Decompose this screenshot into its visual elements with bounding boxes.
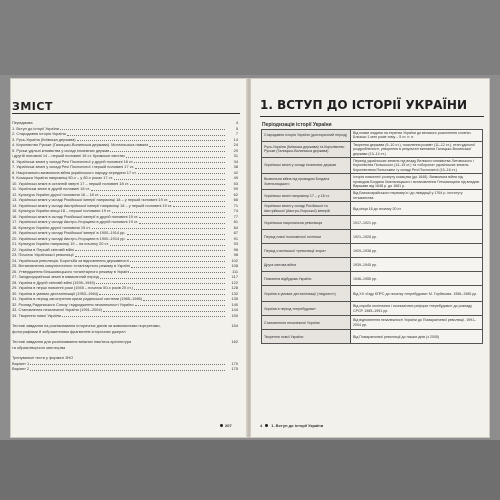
toc-entry-title: 8. Національно-визвольна війна українського народу середини 17 ст. [12, 169, 137, 175]
toc-entry-page: 96 [233, 246, 238, 252]
toc-entry-title: 6. Українські землі у складі Речі Посполитої у другій половині 16 ст. [12, 158, 134, 164]
toc-entry-page: 102 [231, 257, 238, 263]
period-name-cell: Українські землі у складі іноземних держав [262, 158, 351, 174]
toc-entry-title: 34. Творення нової України [12, 312, 62, 318]
toc-leader-dots [162, 327, 225, 328]
toc-leader-dots [130, 260, 225, 262]
toc-entry-page: 154 [231, 323, 238, 328]
toc-leader-dots [67, 134, 225, 136]
toc-leader-dots [74, 359, 225, 360]
chapter-title: 1. ВСТУП ДО ІСТОРІЇ УКРАЇНИ [260, 98, 468, 112]
period-description-cell: Від відновлення незалежності України до Помаранчевої революції. 1991–2004 рр. [351, 316, 483, 330]
toc-entry-title: та образотворчого мистецтва [12, 344, 66, 350]
title-rule [12, 113, 240, 114]
toc-entry-title: 28. Україна в Другій світовій війні (1939–1945) [12, 279, 95, 285]
toc-entry-page: 108 [231, 263, 238, 268]
left-page [10, 78, 248, 438]
toc-entry-page: 140 [231, 301, 238, 307]
toc-entry-page: 53 [233, 180, 238, 186]
toc-leader-dots [30, 363, 225, 365]
toc-entry-page: 150 [231, 312, 238, 318]
toc-entry-page: 111 [232, 268, 238, 274]
toc-entry-title: 17. Українські землі у складі Австро-Угорщини в другій половині 19 ст. [12, 219, 139, 224]
toc-entry-title: 14. Українські землі у складі Австрійської імперії наприкінці 18 – у першій половині 19 ст. [12, 202, 173, 208]
toc-entry-page: 42 [233, 169, 238, 175]
toc-entry-page: 59 [233, 186, 238, 191]
page-title: ЗМІСТ [12, 100, 53, 113]
period-name-cell: Друга світова війна [262, 258, 351, 272]
toc-leader-dots [127, 233, 225, 235]
period-name-cell: Україна в умовах десталінізації («відлиги») [262, 286, 351, 302]
toc-entry-title: Тренувальні тести у форматі ЗНО [12, 355, 74, 360]
table-row [262, 202, 483, 216]
toc-entry-title: 27. Західноукраїнські землі в міжвоєнний період [12, 274, 99, 279]
toc-entry-title: і другій половині 14 – першій половині 16 ст. Кримське ханство [12, 153, 126, 158]
toc-entry-page: 38 [233, 164, 238, 169]
period-name-cell: Українські землі у складі Російської та Австрійської (Австро-Угорської) імперій [262, 202, 351, 216]
toc-entry-title: 22. Україна в Першій світовій війні [12, 246, 74, 252]
toc-entry-title: 29. Україна в перші повоєнні роки (1945 – початок 50-х років 20 ст.) [12, 285, 133, 290]
background-top [0, 0, 500, 75]
toc-leader-dots [169, 200, 225, 202]
toc-entry-title: 1. Вступ до історії України [12, 125, 59, 131]
toc-entry-page: 4 [235, 120, 238, 125]
toc-leader-dots [139, 216, 225, 218]
toc-entry-title: Передмова [12, 120, 33, 125]
toc-leader-dots [134, 288, 225, 290]
toc-leader-dots [143, 299, 225, 301]
period-description-cell: 1921–1928 рр. [351, 230, 483, 244]
period-name-cell: Повоєнна відбудова України [262, 272, 351, 286]
period-description-cell: Від кінця 18 до початку 20 ст. [351, 202, 483, 216]
toc-entry-title: 11. Українські землі в другій половині 18 ст. [12, 186, 90, 191]
toc-entry-page: 24 [233, 142, 238, 147]
table-row [262, 330, 483, 344]
toc-entry-page: 122 [231, 279, 238, 285]
toc-leader-dots [112, 211, 225, 213]
toc-entry-page: 84 [233, 224, 238, 230]
toc-leader-dots [75, 255, 225, 257]
toc-leader-dots [138, 172, 225, 174]
section-subtitle: Періодизація історії України [262, 122, 332, 128]
title-rule [260, 116, 484, 117]
toc-entry-title: фотографіями й зображеннями фрагментів історичних джерел [12, 328, 126, 334]
period-name-cell: Становлення незалежної України [262, 316, 351, 330]
toc-entry-title: 19. Українські землі у складі Російської імперії в 1900–1914 рр. [12, 230, 126, 235]
toc-leader-dots [92, 227, 225, 229]
footer-text: 1. Вступ до історії України [271, 423, 324, 428]
toc-entry-title: 20. Українські землі у складі Австро-Угорщини в 1900–1914 рр. [12, 235, 126, 241]
toc-leader-dots [130, 183, 225, 185]
toc-entry-page: 34 [233, 158, 238, 164]
page-footer [260, 423, 323, 428]
toc-leader-dots [60, 128, 225, 130]
toc-entry-page: 66 [233, 197, 238, 202]
toc-entry-page: 93 [233, 241, 238, 246]
toc-entry-title: Варіант 1 [12, 360, 30, 366]
period-description-cell: 1946–1955 рр. [351, 272, 483, 286]
period-description-cell: Творення держави (9–10 ст.), посилення розквіт (11–12 ст.), етап удільної роздробленості, утворення в результаті вигнання Галицько-Волинської держави (13–14 ст.) [351, 141, 483, 157]
page-number-text: 207 [225, 423, 232, 428]
toc-entry-page: 87 [233, 230, 238, 235]
toc-entry-title: Варіант 2 [12, 366, 30, 371]
toc-entry-page: 71 [233, 202, 238, 208]
toc-entry-page: 135 [231, 296, 238, 301]
toc-leader-dots [127, 238, 225, 240]
toc-leader-dots [91, 189, 225, 191]
toc-leader-dots [66, 348, 225, 349]
toc-entry-title: 12. Культура України другої половини 16 – 18 ст. [12, 191, 100, 197]
toc-leader-dots [96, 282, 225, 284]
toc-entry-title: 5. Руські удільні князівства у складі іноземних держав [12, 147, 110, 153]
toc-entry-page: 7 [235, 131, 238, 136]
toc-leader-dots [114, 178, 225, 180]
period-description-cell: Від XX з'їзду КПРС до початку «перебудови» М. Горбачова. 1956–1985 рр. [351, 286, 483, 302]
period-description-cell: Від Бахчисарайського перемир'я і до ліквідації у 1764 р. інституту гетьманства [351, 190, 483, 202]
footer-page-number: 4 [260, 423, 263, 428]
toc-entry-title: 9. Козацька Україна наприкінці 50-х – у 80-х роках 17 ст. [12, 175, 114, 180]
toc-entry-page: 132 [231, 290, 238, 296]
toc-entry-title: 32. Розпад Радянського Союзу і відродження незалежності України [12, 301, 134, 307]
toc-entry-title: 25. Встановлення комуністичного тоталітарного режиму в Україні [12, 263, 130, 268]
period-description-cell: Від Помаранчевої революції до наших днів (з 2005) [351, 330, 483, 344]
period-name-cell: Українські землі наприкінці 17 – у 18 ст. [262, 190, 351, 202]
period-name-cell: Українська національна революція [262, 216, 351, 230]
toc-entry-title: 4. Королівство Руське (Галицько-Волинська держава). Монгольська навала [12, 142, 149, 147]
toc-leader-dots [110, 150, 225, 152]
toc-leader-dots [139, 222, 225, 224]
toc-leader-dots [30, 369, 225, 371]
right-page [250, 78, 490, 438]
toc-entry-page: 91 [233, 235, 238, 241]
toc-entry-page: 175 [231, 366, 238, 371]
period-description-cell: 1939–1945 рр. [351, 258, 483, 272]
toc-entry-title: 2. Стародавня історія України [12, 131, 66, 136]
table-row [262, 286, 483, 302]
toc-entry-title: 15. Культура України кінця 18 – першої половини 19 ст. [12, 208, 112, 213]
table-row [262, 244, 483, 258]
period-description-cell: Від спроби політичних і економічних реформ «перебудови» до розпаду СРСР. 1985–1991 рр. [351, 302, 483, 316]
page-number [220, 423, 232, 428]
toc-entry-page: 62 [233, 191, 238, 197]
periodization-table [261, 129, 483, 344]
toc-leader-dots [132, 343, 225, 344]
toc-leader-dots [75, 249, 225, 251]
toc-entry-page: 128 [231, 285, 238, 290]
period-name-cell: Стародавня історія України (доісторичний період) [262, 130, 351, 142]
period-description-cell: 1929–1938 рр. [351, 244, 483, 258]
toc-entry-title: Тестові завдання для розпізнавання виїжних пам'яток архітектури [12, 339, 132, 344]
period-description-cell: Перехід українських земель під владу Великого князівства Литовського і Королівства Польського (14–15 ст.) та «оборона» українських земель Королівством Польським і у складі Речі Посполитої (15–16 ст.) [351, 158, 483, 174]
period-description-cell: Від появи людини на теренах України до великого розселення слов'ян. Близько 1 млн років тому – 5 ст. н. е. [351, 130, 483, 142]
period-name-cell: Період нової економічної політики [262, 230, 351, 244]
table-row [262, 216, 483, 230]
toc-entry [12, 366, 238, 372]
period-name-cell: Період сталінської «революції згори» [262, 244, 351, 258]
period-description-cell: 1917–1921 рр. [351, 216, 483, 230]
toc-entry-title: 3. Русь-Україна (Київська держава) [12, 136, 76, 142]
bullet-icon [220, 424, 223, 427]
toc-leader-dots [126, 156, 225, 158]
toc-leader-dots [103, 310, 225, 312]
toc-leader-dots [77, 139, 225, 141]
toc-entry-title: 16. Українські землі в складі Російської імперії в другій половині 19 ст. [12, 213, 139, 219]
period-name-cell: Творення нової України [262, 330, 351, 344]
background-bottom [0, 440, 500, 500]
toc-leader-dots [173, 205, 225, 207]
toc-entry-title: 21. Культура України наприкінці 19 – на початку 20 ст. [12, 241, 109, 246]
table-row [262, 130, 483, 142]
toc-leader-dots [100, 277, 225, 279]
bullet-icon [265, 424, 268, 427]
table-row [262, 158, 483, 174]
toc-entry-title: 33. Становлення незалежної України (1991–2004) [12, 307, 102, 312]
toc-leader-dots [135, 304, 225, 306]
table-row [262, 141, 483, 157]
toc-entry-title: Тестові завдання на розпізнавання історичних діячів за живописними портретами, [12, 323, 161, 328]
toc-entry-page: 162 [231, 339, 238, 344]
table-of-contents [12, 120, 238, 372]
toc-leader-dots [62, 315, 225, 317]
toc-entry-page: 117 [231, 274, 238, 279]
period-name-cell: Русь-Україна (Київська держава) та Королівство Руське (Галицько-Волинська держава) [262, 141, 351, 157]
toc-entry-title: 13. Українські землі у складі Російської імперії наприкінці 18 – у першій половині 19 ст. [12, 197, 169, 202]
toc-leader-dots [110, 244, 225, 246]
table-row [262, 190, 483, 202]
toc-leader-dots [131, 266, 225, 268]
table-row [262, 174, 483, 190]
table-row [262, 272, 483, 286]
toc-entry-page: 31 [233, 153, 238, 158]
toc-entry-page: 81 [233, 219, 238, 224]
toc-entry-page: 144 [231, 307, 238, 312]
period-name-cell: Визвольна війна під проводом Богдана Хмельницького [262, 174, 351, 190]
period-description-cell: Історія повоєнні і розпуту козацтва (до 1648). Визвольна війна під проводом Богдана Хмельницького і встановлення Гетьманщини під владою Варшави від 1648 р. до 1681 р. [351, 174, 483, 190]
toc-entry-page: 49 [233, 175, 238, 180]
toc-entry-page: 5 [235, 125, 238, 131]
toc-entry-page: 29 [233, 147, 238, 153]
toc-entry-page: 77 [233, 213, 238, 219]
table-row [262, 230, 483, 244]
toc-entry-title: 31. Україна в період загострення кризи радянської системи (1965–1985) [12, 296, 143, 301]
toc-leader-dots [127, 332, 225, 333]
toc-leader-dots [135, 167, 225, 169]
toc-entry-title: 24. Українська революція. Боротьба за відновлення державності [12, 257, 129, 263]
toc-leader-dots [134, 161, 225, 163]
toc-entry-title: 7. Українські землі у складі Речі Посполитої і першій половині 17 ст. [12, 164, 135, 169]
toc-entry-title: 18. Культура України другої половини 19 ст. [12, 224, 91, 230]
toc-leader-dots [99, 293, 225, 295]
toc-entry-title: 26. Утвердження більшовицького тоталітарного режиму в Україні [12, 268, 130, 274]
period-name-cell: Україна в період «перебудови» [262, 302, 351, 316]
toc-entry-page: 14 [233, 136, 238, 142]
toc-entry-title: 30. Україна в умовах десталінізації (1953–1964) [12, 290, 99, 296]
table-row [262, 302, 483, 316]
toc-entry-page: 98 [233, 252, 238, 257]
toc-leader-dots [100, 194, 225, 196]
toc-entry-page: 170 [231, 360, 238, 366]
table-row [262, 258, 483, 272]
toc-leader-dots [130, 271, 225, 273]
toc-leader-dots [149, 145, 225, 147]
table-row [262, 316, 483, 330]
toc-leader-dots [34, 124, 226, 125]
toc-entry-title: 10. Українські землі в останній чверті 17 – першій половині 18 ст. [12, 180, 130, 186]
toc-entry-title: 23. Початок Української революції [12, 252, 74, 257]
toc-entry-page: 74 [233, 208, 238, 213]
